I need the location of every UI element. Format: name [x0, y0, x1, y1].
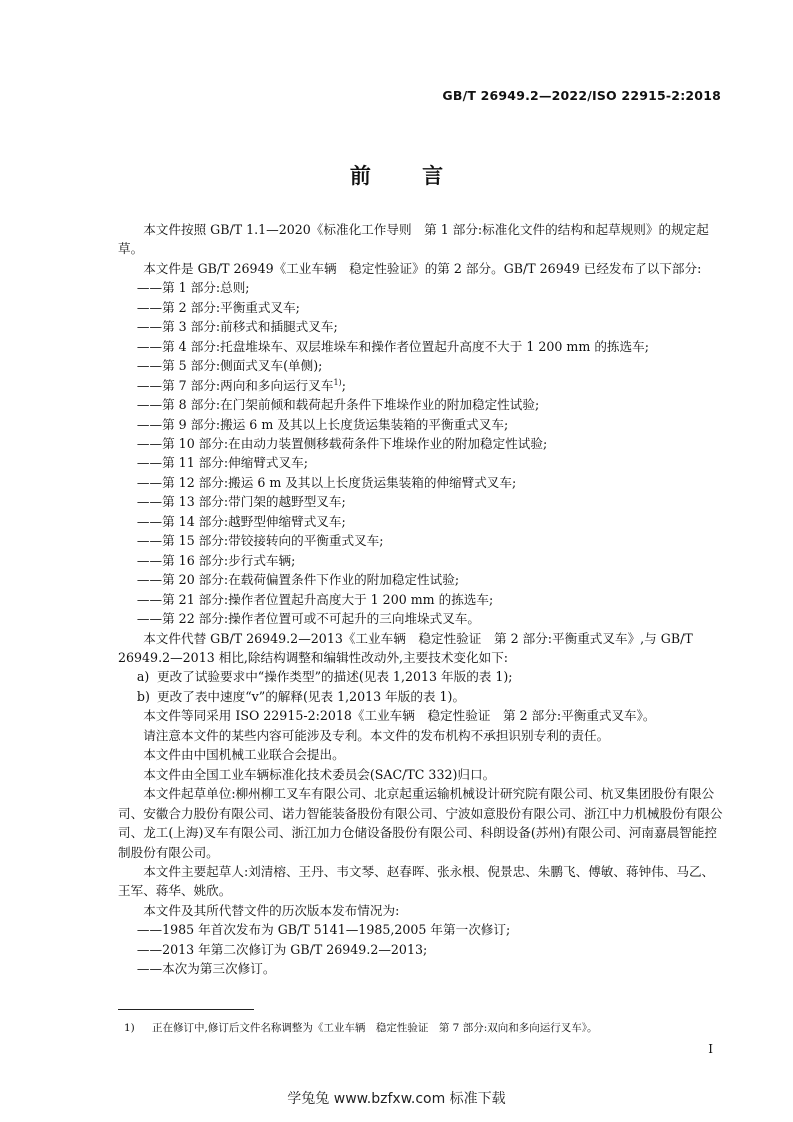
change-item-marker: b)	[136, 688, 150, 704]
intro-paragraph: 本文件按照 GB/T 1.1—2020《标准化工作导则 第 1 部分:标准化文件的结构和起草规则》的规定起草。	[118, 222, 709, 257]
body-paragraph: 本文件由全国工业车辆标准化技术委员会(SAC/TC 332)归口。	[143, 766, 496, 782]
footnote-divider	[118, 1009, 254, 1010]
change-item-text: 更改了表中速度“v”的解释(见表 1,2013 年版的表 1)。	[157, 688, 466, 704]
part-list-item: ——第 21 部分:操作者位置起升高度大于 1 200 mm 的拣选车;	[136, 591, 494, 607]
drafters-paragraph: 本文件主要起草人:刘清榕、王丹、韦文琴、赵春晖、张永根、倪景忠、朱鹏飞、傅敏、蒋钟伟、马乙、王军、蒋华、姚欣。	[118, 863, 715, 899]
part-list-item: ——第 11 部分:伸缩臂式叉车;	[136, 455, 308, 471]
part-list-item: ——第 16 部分:步行式车辆;	[136, 552, 296, 568]
history-intro-paragraph: 本文件及其所代替文件的历次版本发布情况为:	[143, 902, 400, 918]
intro-paragraph: 本文件是 GB/T 26949《工业车辆 稳定性验证》的第 2 部分。GB/T 26949 已经发布了以下部分:	[143, 260, 702, 276]
change-item	[118, 687, 723, 706]
page-number: I	[708, 1042, 713, 1056]
body-paragraph: 本文件等同采用 ISO 22915-2:2018《工业车辆 稳定性验证 第 2 部分:平衡重式叉车》。	[143, 708, 656, 724]
part-list-item: ——第 4 部分:托盘堆垛车、双层堆垛车和操作者位置起升高度不大于 1 200 mm 的拣选车;	[136, 338, 649, 354]
part-list-item-text: ——第 7 部分:两向和多向运行叉车	[136, 377, 334, 393]
drafting-units-paragraph: 本文件起草单位:柳州柳工叉车有限公司、北京起重运输机械设计研究院有限公司、杭叉集团股份有限公司、安徽合力股份有限公司、诺力智能装备股份有限公司、宁波如意股份有限公司、浙江中力机械股份有限公司、龙工(上海)叉车有限公司、浙江加力仓储设备股份有限公司、科朗设备(苏州)有限公司、河南嘉晨智能控制股份有限公司。	[118, 786, 723, 860]
page-title: 前 言	[349, 164, 466, 188]
part-list-item: ——第 3 部分:前移式和插腿式叉车;	[136, 319, 338, 335]
history-list-item: ——本次为第三次修订。	[136, 961, 276, 977]
part-list-item: ——第 5 部分:侧面式叉车(单侧);	[136, 358, 323, 374]
foreword-body	[118, 220, 723, 979]
part-list-item: ——第 22 部分:操作者位置可或不可起升的三向堆垛式叉车。	[136, 611, 481, 627]
part-list-item: ——第 9 部分:搬运 6 m 及其以上长度货运集装箱的平衡重式叉车;	[136, 416, 509, 432]
part-list-item: ——第 8 部分:在门架前倾和载荷起升条件下堆垛作业的附加稳定性试验;	[136, 397, 540, 413]
change-item-text: 更改了试验要求中“操作类型”的描述(见表 1,2013 年版的表 1);	[157, 669, 513, 685]
body-paragraph: 本文件由中国机械工业联合会提出。	[143, 747, 345, 763]
watermark-text: 学兔兔 www.bzfxw.com 标准下载	[287, 1091, 506, 1107]
history-list-item: ——2013 年第二次修订为 GB/T 26949.2—2013;	[136, 941, 428, 957]
footnote-marker: 1)	[124, 1022, 135, 1034]
part-list-item: ——第 1 部分:总则;	[136, 280, 250, 296]
footnote-reference: 1)	[333, 377, 342, 387]
replace-paragraph: 本文件代替 GB/T 26949.2—2013《工业车辆 稳定性验证 第 2 部分:平衡重式叉车》,与 GB/T 26949.2—2013 相比,除结构调整和编辑性改动外,主要技术变化如下:	[118, 630, 693, 665]
part-list-item: ——第 2 部分:平衡重式叉车;	[136, 299, 300, 315]
part-list-item-tail: ;	[341, 377, 346, 393]
part-list-item: ——第 10 部分:在由动力装置侧移载荷条件下堆垛作业的附加稳定性试验;	[136, 435, 548, 451]
change-item	[118, 667, 723, 686]
part-list-item: ——第 15 部分:带铰接转向的平衡重式叉车;	[136, 533, 384, 549]
change-item-marker: a)	[136, 669, 150, 685]
footnote	[124, 1021, 724, 1035]
part-list-item: ——第 20 部分:在载荷偏置条件下作业的附加稳定性试验;	[136, 572, 460, 588]
standard-code: GB/T 26949.2—2022/ISO 22915-2:2018	[442, 88, 721, 103]
body-paragraph: 请注意本文件的某些内容可能涉及专利。本文件的发布机构不承担识别专利的责任。	[143, 727, 610, 743]
history-list-item: ——1985 年首次发布为 GB/T 5141—1985,2005 年第一次修订;	[136, 922, 511, 938]
part-list-item: ——第 13 部分:带门架的越野型叉车;	[136, 494, 346, 510]
part-list-item: ——第 14 部分:越野型伸缩臂式叉车;	[136, 513, 346, 529]
part-list-item	[118, 376, 723, 395]
part-list-item: ——第 12 部分:搬运 6 m 及其以上长度货运集装箱的伸缩臂式叉车;	[136, 474, 517, 490]
footnote-text: 正在修订中,修订后文件名称调整为《工业车辆 稳定性验证 第 7 部分:双向和多向运行叉车》。	[152, 1022, 598, 1034]
